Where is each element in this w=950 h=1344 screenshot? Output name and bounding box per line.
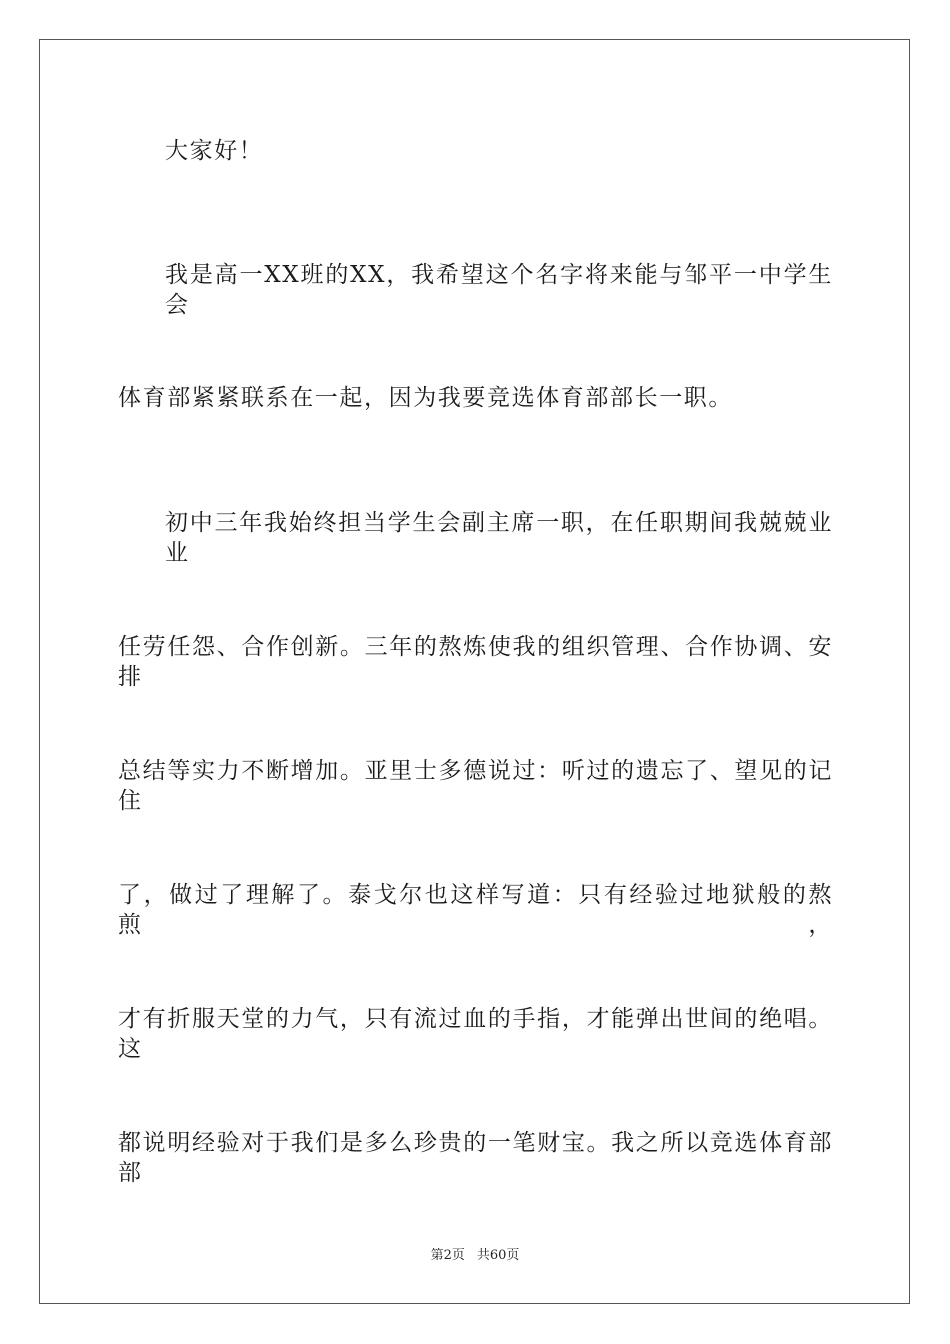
paragraph-line: 初中三年我始终担当学生会副主席一职，在任职期间我兢兢业业 — [165, 510, 833, 566]
paragraph-line: 都说明经验对于我们是多么珍贵的一笔财宝。我之所以竞选体育部部 — [118, 1130, 833, 1186]
paragraph-line: 体育部紧紧联系在一起，因为我要竞选体育部部长一职。 — [118, 385, 733, 411]
page-footer — [0, 1247, 950, 1265]
paragraph-line: 总结等实力不断增加。亚里士多德说过：听过的遗忘了、望见的记住 — [118, 758, 833, 814]
greeting-line: 大家好！ — [165, 138, 264, 164]
paragraph-line: 才有折服天堂的力气，只有流过血的手指，才能弹出世间的绝唱。这 — [118, 1006, 833, 1062]
paragraph-line: 了，做过了理解了。泰戈尔也这样写道：只有经验过地狱般的熬煎， — [118, 882, 833, 938]
paragraph-line: 任劳任怨、合作创新。三年的熬炼使我的组织管理、合作协调、安排 — [118, 634, 833, 690]
paragraph-line: 我是高一XX班的XX，我希望这个名字将来能与邹平一中学生会 — [165, 262, 833, 318]
page-total: 共60页 — [476, 1248, 520, 1263]
page-number: 第2页 — [430, 1248, 465, 1263]
